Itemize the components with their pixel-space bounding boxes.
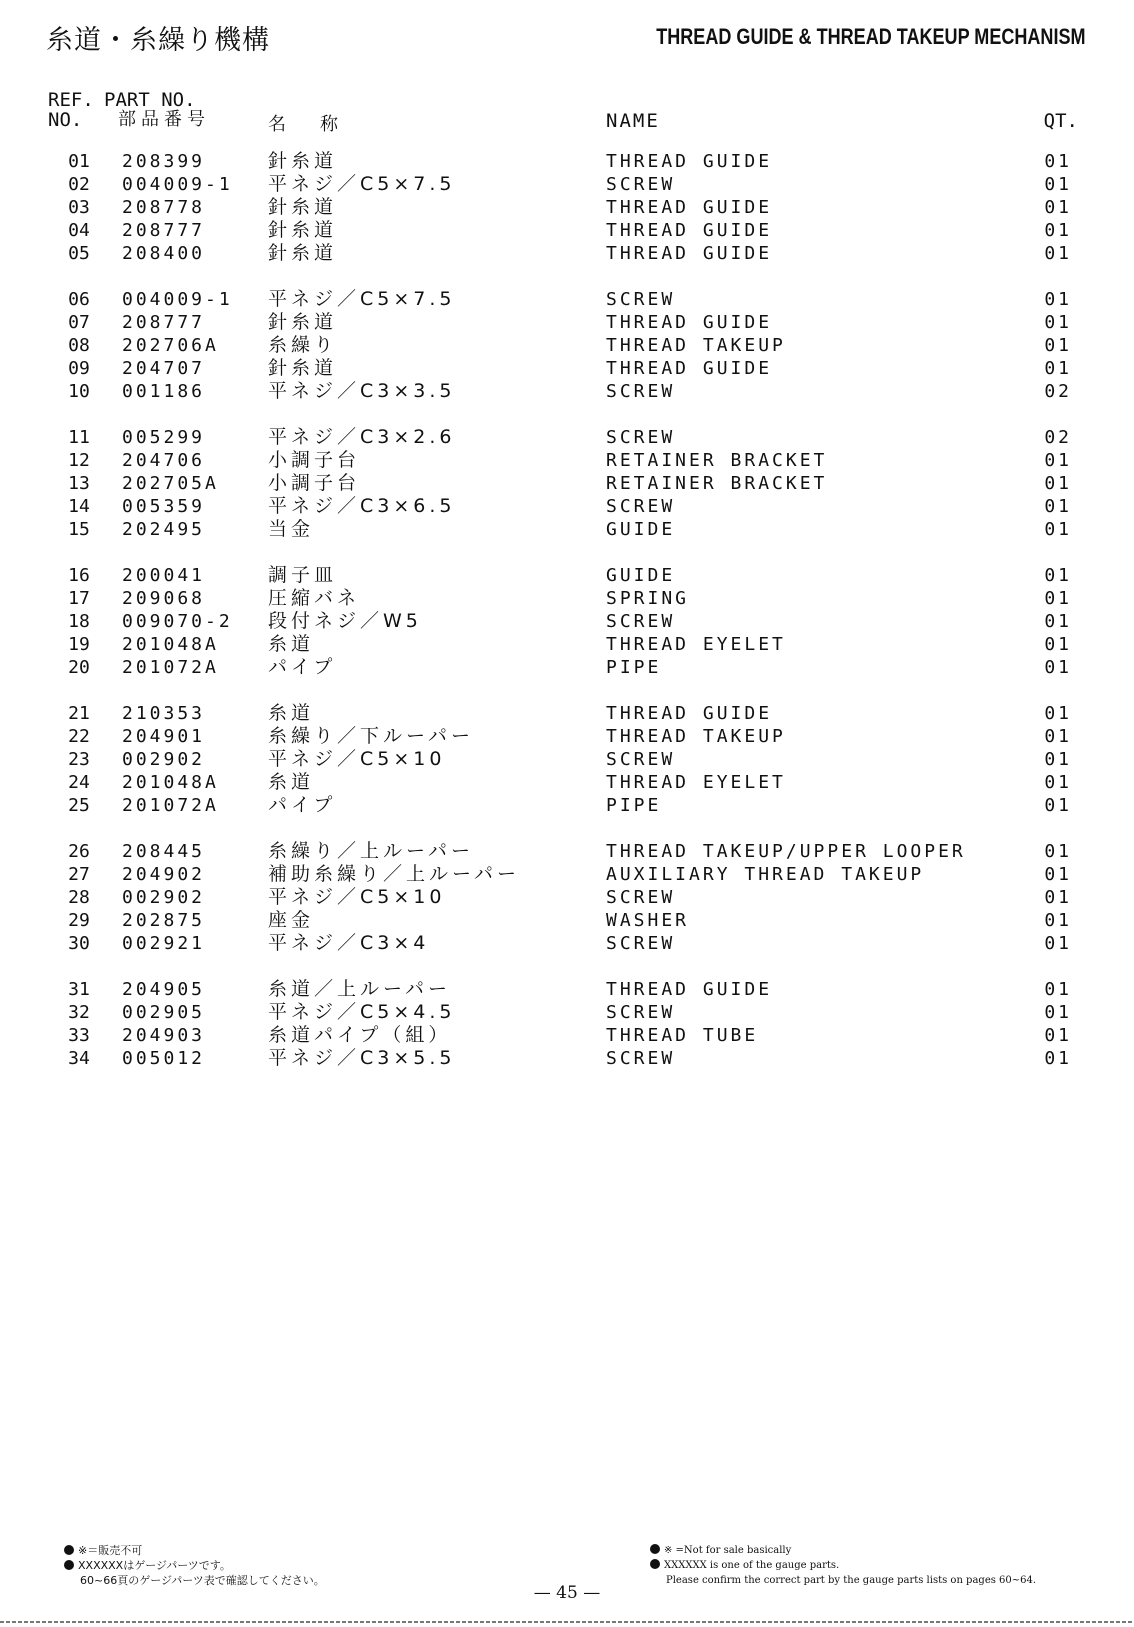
ref-number: 25 (68, 795, 90, 816)
quantity: 01 (1044, 611, 1072, 632)
part-number: 202875 (122, 910, 206, 931)
quantity: 02 (1044, 427, 1072, 448)
part-number: 208445 (122, 841, 206, 862)
part-name-jp: 補助糸繰り／上ルーパー (268, 863, 521, 885)
part-name-en: THREAD EYELET (606, 772, 786, 793)
quantity: 01 (1044, 979, 1072, 1000)
table-row (0, 1001, 1134, 1024)
part-number: 201048A (122, 772, 219, 793)
bullet-icon (650, 1544, 660, 1554)
quantity: 01 (1044, 588, 1072, 609)
part-name-en: WASHER (606, 910, 690, 931)
part-name-en: SCREW (606, 1048, 676, 1069)
part-number: 208400 (122, 243, 206, 264)
ref-number: 20 (68, 657, 90, 678)
quantity: 01 (1044, 243, 1072, 264)
footer-jp-note-3: 60~66頁のゲージパーツ表で確認してください。 (80, 1574, 325, 1587)
part-name-jp: 糸道 (268, 771, 315, 793)
part-name-jp: 平ネジ／C3×2.6 (268, 426, 456, 448)
footer-jp-note-1: ※＝販売不可 (64, 1543, 325, 1558)
ref-number: 22 (68, 726, 90, 747)
quantity: 01 (1044, 887, 1072, 908)
parts-group (0, 840, 1134, 955)
ref-number: 13 (68, 473, 90, 494)
ref-number: 16 (68, 565, 90, 586)
ref-number: 10 (68, 381, 90, 402)
table-row (0, 196, 1134, 219)
part-name-jp: 平ネジ／C3×4 (268, 932, 430, 954)
parts-group (0, 426, 1134, 541)
part-name-jp: 針糸道 (268, 357, 338, 379)
part-name-jp: 糸繰り／上ルーパー (268, 840, 475, 862)
column-header-jp-name: 名 称 (268, 114, 346, 135)
table-row (0, 748, 1134, 771)
part-number: 201048A (122, 634, 219, 655)
table-row (0, 518, 1134, 541)
part-name-en: THREAD GUIDE (606, 197, 773, 218)
ref-header-line2: NO. (48, 109, 83, 131)
footer-jp-note-2: XXXXXXはゲージパーツです。 (64, 1558, 325, 1573)
part-name-en: PIPE (606, 657, 662, 678)
footer-en-note-3: Please confirm the correct part by the gauge parts lists on pages 60~64. (666, 1575, 1037, 1586)
part-name-en: SCREW (606, 496, 676, 517)
quantity: 02 (1044, 381, 1072, 402)
ref-number: 14 (68, 496, 90, 517)
part-number: 210353 (122, 703, 206, 724)
part-number: 002902 (122, 749, 206, 770)
part-name-en: GUIDE (606, 565, 676, 586)
part-name-jp: 針糸道 (268, 150, 338, 172)
quantity: 01 (1044, 496, 1072, 517)
quantity: 01 (1044, 312, 1072, 333)
part-name-jp: 糸道／上ルーパー (268, 978, 452, 1000)
part-name-en: SCREW (606, 174, 676, 195)
ref-number: 01 (68, 151, 90, 172)
part-name-en: SCREW (606, 289, 676, 310)
part-name-en: GUIDE (606, 519, 676, 540)
part-number: 204706 (122, 450, 206, 471)
table-row (0, 380, 1134, 403)
ref-number: 18 (68, 611, 90, 632)
part-number: 201072A (122, 657, 219, 678)
column-header-qty: QT. (1043, 110, 1078, 132)
quantity: 01 (1044, 473, 1072, 494)
quantity: 01 (1044, 795, 1072, 816)
page-number: — 45 — (533, 1583, 601, 1603)
ref-number: 19 (68, 634, 90, 655)
part-name-jp: 針糸道 (268, 219, 338, 241)
ref-number: 23 (68, 749, 90, 770)
part-name-en: THREAD TAKEUP (606, 335, 786, 356)
table-row (0, 633, 1134, 656)
quantity: 01 (1044, 634, 1072, 655)
footer-notes-jp (64, 1543, 325, 1588)
quantity: 01 (1044, 519, 1072, 540)
bottom-divider (0, 1621, 1134, 1623)
part-name-en: THREAD GUIDE (606, 979, 773, 1000)
part-name-jp: 圧縮バネ (268, 587, 361, 609)
bullet-icon (64, 1560, 74, 1570)
table-row (0, 725, 1134, 748)
quantity: 01 (1044, 197, 1072, 218)
part-number: 208777 (122, 312, 206, 333)
ref-number: 21 (68, 703, 90, 724)
quantity: 01 (1044, 174, 1072, 195)
table-row (0, 794, 1134, 817)
ref-number: 09 (68, 358, 90, 379)
part-name-jp: 平ネジ／C5×10 (268, 886, 446, 908)
table-row (0, 840, 1134, 863)
ref-number: 12 (68, 450, 90, 471)
part-name-en: SCREW (606, 1002, 676, 1023)
table-row (0, 932, 1134, 955)
table-row (0, 909, 1134, 932)
ref-number: 11 (68, 427, 90, 448)
page-title-jp: 糸道・糸繰り機構 (46, 25, 270, 56)
ref-number: 08 (68, 335, 90, 356)
ref-number: 03 (68, 197, 90, 218)
quantity: 01 (1044, 933, 1072, 954)
parts-group (0, 702, 1134, 817)
part-name-jp: 平ネジ／C5×10 (268, 748, 446, 770)
part-name-en: AUXILIARY THREAD TAKEUP (606, 864, 925, 885)
part-name-en: THREAD GUIDE (606, 358, 773, 379)
part-name-jp: 平ネジ／C3×6.5 (268, 495, 456, 517)
footer-en-note-1: ※ =Not for sale basically (650, 1543, 1036, 1558)
table-row (0, 150, 1134, 173)
part-number: 005012 (122, 1048, 206, 1069)
part-header-line1: PART NO. (104, 89, 196, 111)
table-row (0, 334, 1134, 357)
part-number: 009070-2 (122, 611, 233, 632)
quantity: 01 (1044, 657, 1072, 678)
part-number: 208777 (122, 220, 206, 241)
bullet-icon (64, 1545, 74, 1555)
part-name-jp: 当金 (268, 518, 315, 540)
quantity: 01 (1044, 841, 1072, 862)
table-row (0, 1024, 1134, 1047)
table-row (0, 610, 1134, 633)
part-name-en: SCREW (606, 427, 676, 448)
part-number: 209068 (122, 588, 206, 609)
part-number: 004009-1 (122, 174, 233, 195)
part-name-jp: 平ネジ／C5×7.5 (268, 173, 456, 195)
part-number: 204903 (122, 1025, 206, 1046)
part-number: 202705A (122, 473, 219, 494)
ref-number: 04 (68, 220, 90, 241)
part-number: 204707 (122, 358, 206, 379)
parts-group (0, 978, 1134, 1070)
table-row (0, 242, 1134, 265)
part-number: 004009-1 (122, 289, 233, 310)
parts-group (0, 150, 1134, 265)
ref-number: 06 (68, 289, 90, 310)
parts-group (0, 564, 1134, 679)
ref-number: 31 (68, 979, 90, 1000)
part-name-jp: 平ネジ／C3×3.5 (268, 380, 456, 402)
part-name-jp: パイプ (268, 656, 337, 678)
ref-number: 17 (68, 588, 90, 609)
column-header-part (104, 90, 210, 130)
page-title-en: THREAD GUIDE & THREAD TAKEUP MECHANISM (656, 24, 1086, 49)
part-number: 204902 (122, 864, 206, 885)
quantity: 01 (1044, 289, 1072, 310)
table-row (0, 771, 1134, 794)
table-row (0, 426, 1134, 449)
part-name-en: THREAD GUIDE (606, 243, 773, 264)
part-name-jp: 針糸道 (268, 242, 338, 264)
quantity: 01 (1044, 1048, 1072, 1069)
part-name-en: SPRING (606, 588, 690, 609)
part-name-jp: 平ネジ／C5×7.5 (268, 288, 456, 310)
part-number: 001186 (122, 381, 206, 402)
ref-number: 07 (68, 312, 90, 333)
ref-number: 30 (68, 933, 90, 954)
column-header-name: NAME (606, 110, 660, 132)
part-number: 005359 (122, 496, 206, 517)
ref-number: 02 (68, 174, 90, 195)
part-number: 202706A (122, 335, 219, 356)
part-number: 204905 (122, 979, 206, 1000)
table-row (0, 311, 1134, 334)
table-row (0, 587, 1134, 610)
footer-notes-en (650, 1543, 1036, 1588)
table-row (0, 564, 1134, 587)
quantity: 01 (1044, 726, 1072, 747)
part-name-en: THREAD GUIDE (606, 220, 773, 241)
part-name-en: THREAD GUIDE (606, 151, 773, 172)
part-name-en: THREAD EYELET (606, 634, 786, 655)
table-row (0, 357, 1134, 380)
table-row (0, 702, 1134, 725)
part-name-en: RETAINER BRACKET (606, 473, 828, 494)
quantity: 01 (1044, 358, 1072, 379)
part-name-en: THREAD GUIDE (606, 703, 773, 724)
part-name-jp: 針糸道 (268, 311, 338, 333)
part-name-jp: 糸道 (268, 702, 315, 724)
table-row (0, 472, 1134, 495)
part-name-en: SCREW (606, 611, 676, 632)
ref-number: 05 (68, 243, 90, 264)
part-name-jp: 糸繰り／下ルーパー (268, 725, 475, 747)
table-row (0, 886, 1134, 909)
quantity: 01 (1044, 565, 1072, 586)
parts-table (0, 150, 1134, 1093)
table-row (0, 1047, 1134, 1070)
part-number: 201072A (122, 795, 219, 816)
part-header-line2: 部品番号 (118, 109, 210, 130)
part-name-jp: パイプ (268, 794, 337, 816)
column-header-ref (48, 90, 94, 130)
part-number: 208399 (122, 151, 206, 172)
part-number: 202495 (122, 519, 206, 540)
ref-number: 34 (68, 1048, 90, 1069)
part-name-jp: 平ネジ／C5×4.5 (268, 1001, 456, 1023)
part-number: 200041 (122, 565, 206, 586)
ref-number: 28 (68, 887, 90, 908)
ref-number: 27 (68, 864, 90, 885)
quantity: 01 (1044, 772, 1072, 793)
ref-number: 33 (68, 1025, 90, 1046)
part-name-en: SCREW (606, 933, 676, 954)
bullet-icon (650, 1559, 660, 1569)
ref-header-line1: REF. (48, 89, 94, 111)
part-name-jp: 小調子台 (268, 472, 361, 494)
ref-number: 15 (68, 519, 90, 540)
part-name-jp: 平ネジ／C3×5.5 (268, 1047, 456, 1069)
part-name-jp: 座金 (268, 909, 315, 931)
quantity: 01 (1044, 450, 1072, 471)
quantity: 01 (1044, 749, 1072, 770)
part-name-jp: 糸繰り (268, 334, 338, 356)
quantity: 01 (1044, 220, 1072, 241)
ref-number: 32 (68, 1002, 90, 1023)
ref-number: 26 (68, 841, 90, 862)
part-name-en: THREAD TAKEUP/UPPER LOOPER (606, 841, 966, 862)
ref-number: 29 (68, 910, 90, 931)
part-number: 005299 (122, 427, 206, 448)
quantity: 01 (1044, 703, 1072, 724)
part-name-en: RETAINER BRACKET (606, 450, 828, 471)
part-name-jp: 針糸道 (268, 196, 338, 218)
part-name-en: SCREW (606, 887, 676, 908)
part-number: 208778 (122, 197, 206, 218)
part-name-en: PIPE (606, 795, 662, 816)
table-row (0, 219, 1134, 242)
part-name-jp: 糸道パイプ（組） (268, 1024, 452, 1046)
part-name-en: SCREW (606, 381, 676, 402)
table-row (0, 656, 1134, 679)
part-number: 204901 (122, 726, 206, 747)
part-name-en: THREAD TAKEUP (606, 726, 786, 747)
part-number: 002921 (122, 933, 206, 954)
ref-number: 24 (68, 772, 90, 793)
part-name-jp: 小調子台 (268, 449, 361, 471)
part-name-jp: 糸道 (268, 633, 315, 655)
quantity: 01 (1044, 151, 1072, 172)
quantity: 01 (1044, 1002, 1072, 1023)
table-row (0, 978, 1134, 1001)
table-row (0, 449, 1134, 472)
quantity: 01 (1044, 910, 1072, 931)
table-row (0, 495, 1134, 518)
part-number: 002902 (122, 887, 206, 908)
part-name-jp: 調子皿 (268, 564, 338, 586)
part-name-jp: 段付ネジ／W5 (268, 610, 422, 632)
table-row (0, 288, 1134, 311)
quantity: 01 (1044, 864, 1072, 885)
part-name-en: THREAD TUBE (606, 1025, 759, 1046)
table-row (0, 173, 1134, 196)
footer-en-note-2: XXXXXX is one of the gauge parts. (650, 1558, 1036, 1573)
parts-group (0, 288, 1134, 403)
quantity: 01 (1044, 1025, 1072, 1046)
quantity: 01 (1044, 335, 1072, 356)
part-name-en: THREAD GUIDE (606, 312, 773, 333)
part-name-en: SCREW (606, 749, 676, 770)
part-number: 002905 (122, 1002, 206, 1023)
table-row (0, 863, 1134, 886)
